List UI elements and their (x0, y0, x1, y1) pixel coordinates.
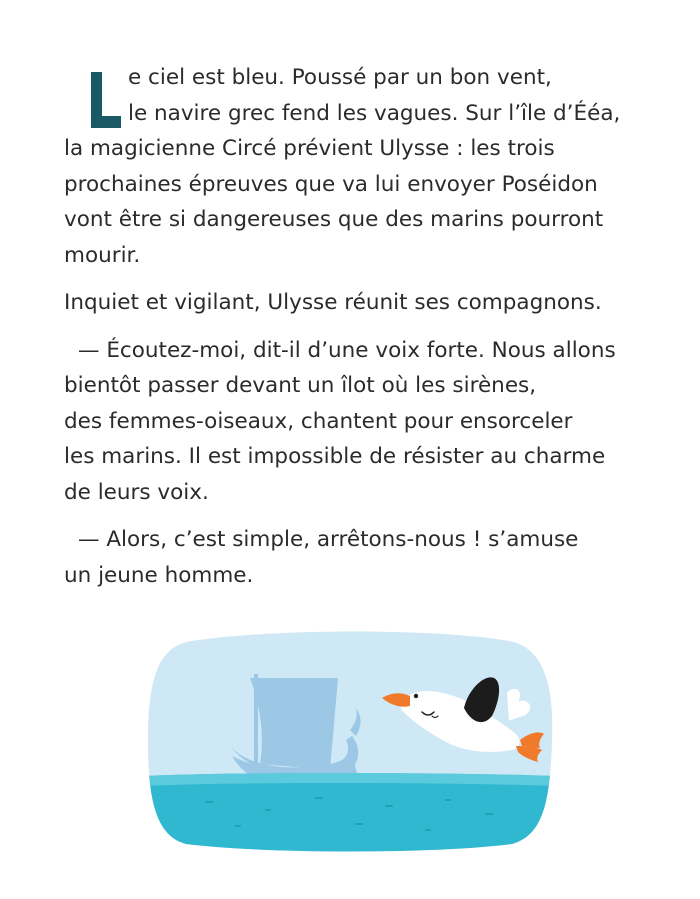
text-line: — Écoutez-moi, dit-il d’une voix forte. Nous allons (78, 337, 616, 363)
text-line: prochaines épreuves que va lui envoyer Poséidon (64, 171, 598, 197)
text-line: — Alors, c’est simple, arrêtons-nous ! s’amuse (78, 527, 579, 552)
paragraph-2 (64, 285, 654, 321)
sea (146, 773, 554, 852)
text-line: la magicienne Circé prévient Ulysse : les trois (64, 136, 555, 161)
text-line: e ciel est bleu. Poussé par un bon vent, (128, 65, 552, 90)
paragraph-3-dialogue (64, 333, 654, 511)
paragraph-1 (64, 60, 654, 273)
paragraph-4-dialogue (64, 522, 654, 593)
text-line: un jeune homme. (64, 562, 254, 588)
text-line: le navire grec fend les vagues. Sur l’île d’Ééa, (128, 100, 621, 126)
text-line: des femmes-oiseaux, chantent pour ensorceler (64, 408, 573, 434)
text-line: Inquiet et vigilant, Ulysse réunit ses compagnons. (64, 290, 602, 315)
text-line: bientôt passer devant un îlot où les sirènes, (64, 373, 537, 398)
text-line: mourir. (64, 242, 141, 268)
dropcap-letter (91, 72, 121, 128)
text-line: les marins. Il est impossible de résister au charme (64, 444, 606, 469)
text-line: de leurs voix. (64, 479, 209, 505)
seagull-ship-illustration (146, 630, 554, 852)
story-text (64, 60, 654, 593)
text-line: vont être si dangereuses que des marins pourront (64, 207, 604, 232)
